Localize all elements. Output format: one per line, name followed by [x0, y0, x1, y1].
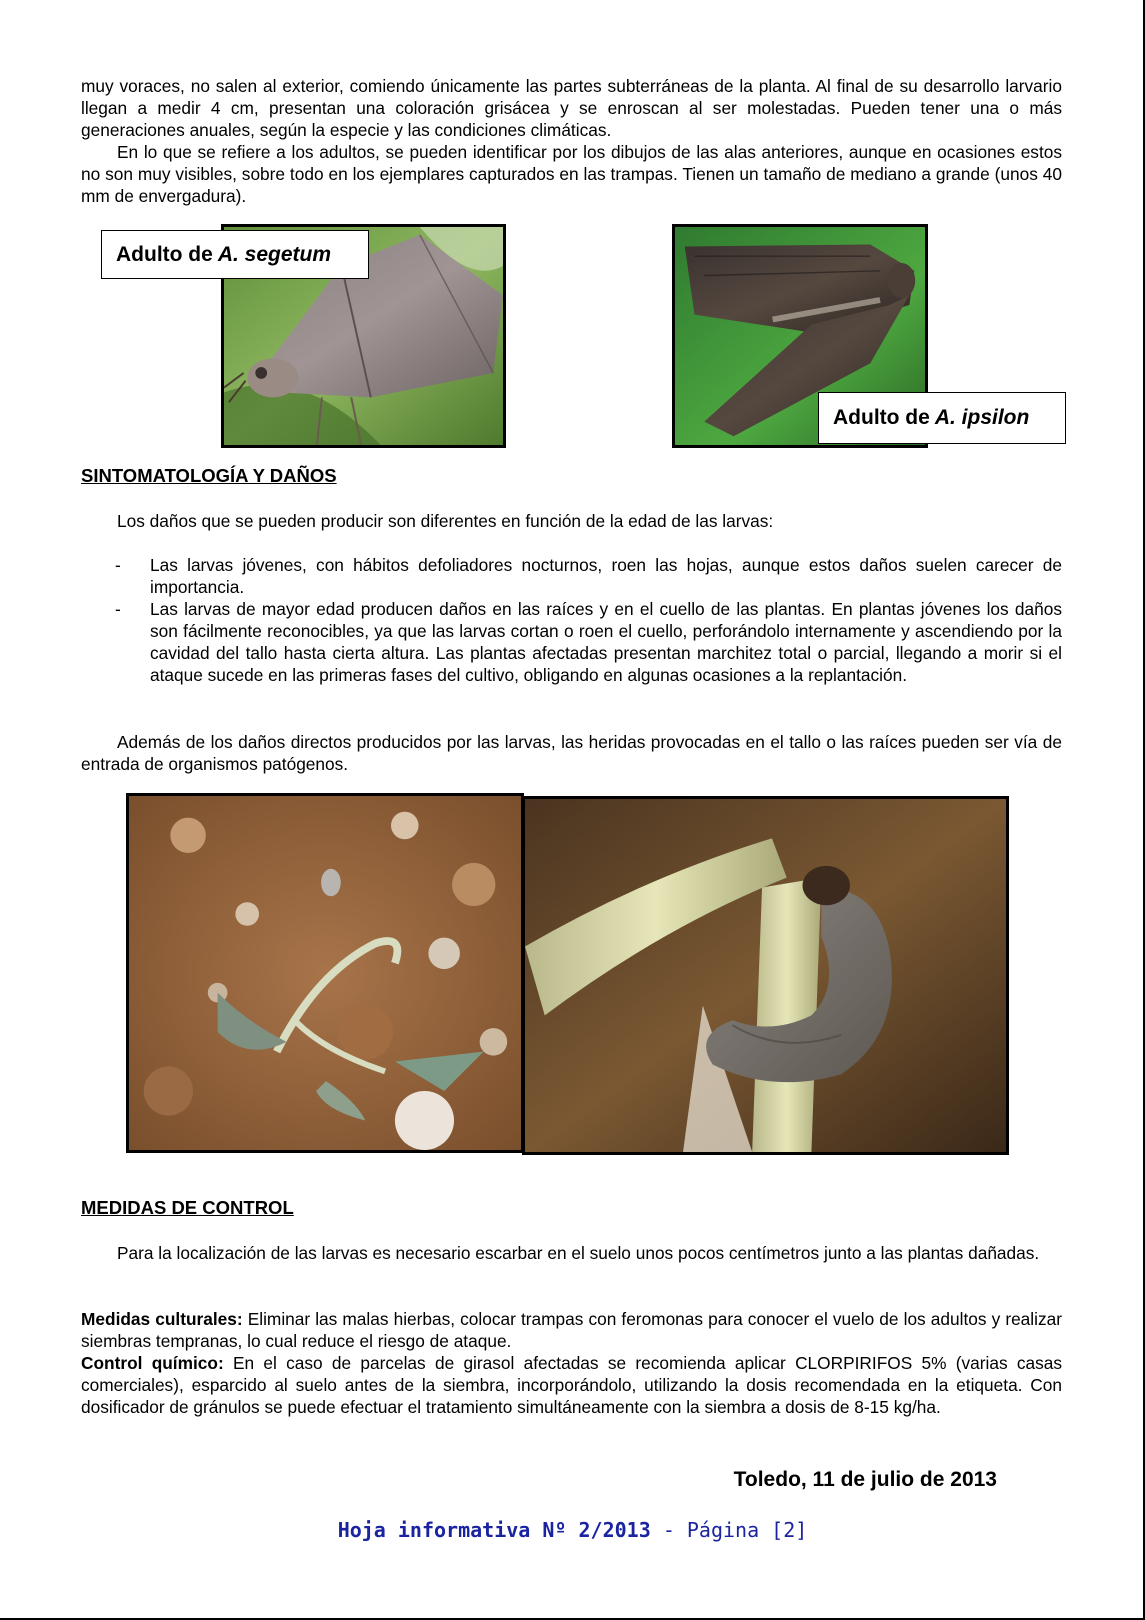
- caption-segetum-species: A. segetum: [217, 242, 332, 266]
- photo-damaged-seedling: [126, 793, 524, 1153]
- list-item: [113, 598, 1062, 686]
- bullet-marker: -: [115, 555, 121, 575]
- intro-paragraph-larvae: muy voraces, no salen al exterior, comiendo únicamente las partes subterráneas de la planta. Al final de su desarrollo larvario llegan a medir 4 cm, presentan una coloración grisácea y se enroscan al ser molestadas. Pueden tener una o más generaciones anuales, según la especie y las condiciones climáticas.: [81, 76, 1062, 140]
- cultural-text: Eliminar las malas hierbas, colocar trampas con feromonas para conocer el vuelo de los adultos y realizar siembras tempranas, lo cual reduce el riesgo de ataque.: [81, 1309, 1062, 1351]
- caption-adult-segetum: [101, 230, 369, 279]
- intro-paragraph-adults: En lo que se refiere a los adultos, se pueden identificar por los dibujos de las alas anteriores, aunque en ocasiones estos no son muy visibles, sobre todo en los ejemplares capturados en las trampas. Tienen un tamaño de mediano a grande (unos 40 mm de envergadura).: [81, 142, 1062, 206]
- symptoms-intro: Los daños que se pueden producir son diferentes en función de la edad de las larvas:: [117, 511, 774, 531]
- caption-segetum-prefix: Adulto de: [116, 242, 213, 266]
- caption-ipsilon-species: A. ipsilon: [934, 406, 1030, 429]
- heading-symptoms: SINTOMATOLOGÍA Y DAÑOS: [81, 465, 337, 486]
- symptoms-closing: Además de los daños directos producidos por las larvas, las heridas provocadas en el tallo o las raíces pueden ser vía de entrada de organismos patógenos.: [81, 732, 1062, 774]
- symptoms-bullet-list: [113, 554, 1062, 686]
- bullet-text: Las larvas de mayor edad producen daños en las raíces y en el cuello de las plantas. En plantas jóvenes los daños son fácilmente reconocibles, ya que las larvas cortan o roen el cuello, perforándolo internamente y ascendiendo por la cavidad del tallo hasta cierta altura. Las plantas afectadas presentan marchitez total o parcial, llegando a morir si el ataque sucede en las primeras fases del cultivo, obligando en algunas ocasiones a la replantación.: [150, 599, 1062, 685]
- list-item: [113, 554, 1062, 598]
- bullet-marker: -: [115, 599, 121, 619]
- control-measures: [81, 1308, 1062, 1418]
- photo-larva-on-stem: [522, 796, 1009, 1155]
- footer-title: Hoja informativa Nº 2/2013: [337, 1518, 651, 1542]
- cultural-label: Medidas culturales:: [81, 1309, 243, 1329]
- control-intro: Para la localización de las larvas es necesario escarbar en el suelo unos pocos centímetros junto a las plantas dañadas.: [117, 1243, 1040, 1263]
- signature-place-date: Toledo, 11 de julio de 2013: [733, 1468, 997, 1491]
- caption-ipsilon-prefix: Adulto de: [833, 406, 930, 429]
- chemical-label: Control químico:: [81, 1353, 224, 1373]
- caption-adult-ipsilon: [818, 392, 1066, 444]
- chemical-text: En el caso de parcelas de girasol afectadas se recomienda aplicar CLORPIRIFOS 5% (varias casas comerciales), esparcido al suelo antes de la siembra, incorporándolo, utilizando la dosis recomendada en la etiqueta. Con dosificador de gránulos se puede efectuar el tratamiento simultáneamente con la siembra a dosis de 8-15 kg/ha.: [81, 1353, 1062, 1417]
- bullet-text: Las larvas jóvenes, con hábitos defoliadores nocturnos, roen las hojas, aunque estos daños suelen carecer de importancia.: [150, 555, 1062, 597]
- page-footer: [0, 1518, 1145, 1542]
- footer-page-number: - Página [2]: [662, 1518, 808, 1542]
- heading-control: MEDIDAS DE CONTROL: [81, 1197, 294, 1218]
